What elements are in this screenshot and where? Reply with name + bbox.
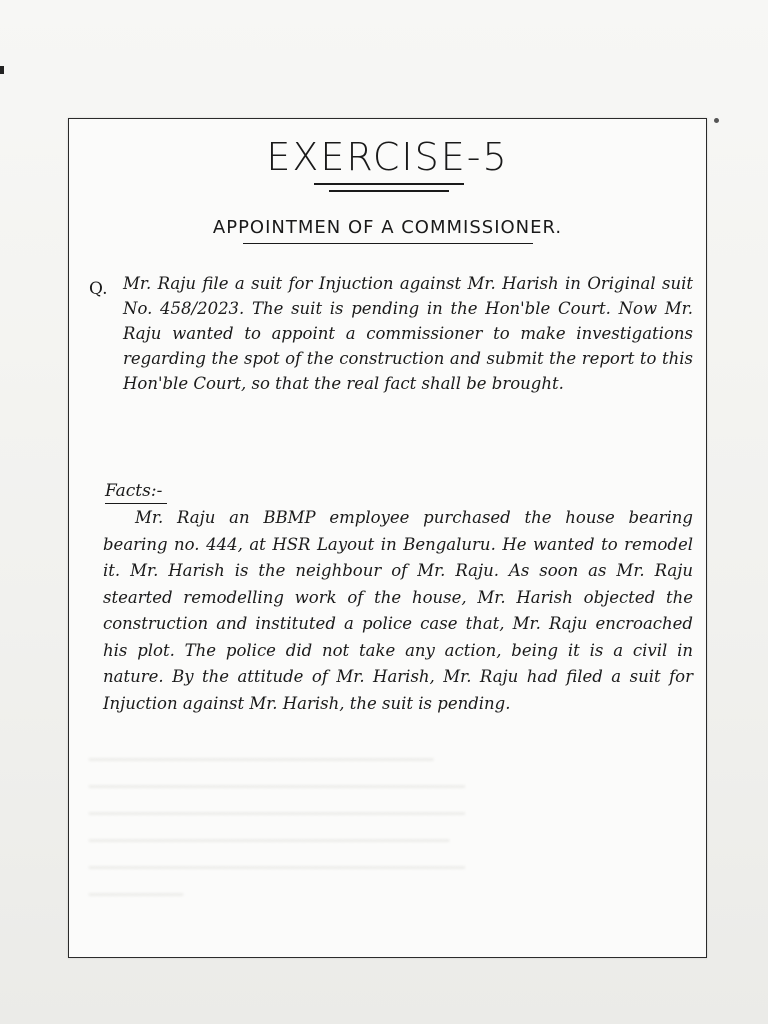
page-subtitle: APPOINTMEN OF A COMMISSIONER. <box>212 217 563 238</box>
title-underline <box>314 183 464 185</box>
facts-underline <box>105 503 167 504</box>
edge-mark <box>0 66 4 74</box>
title-underline-second <box>329 190 449 192</box>
notebook-page <box>68 118 707 958</box>
facts-heading: Facts:- <box>105 481 163 501</box>
question-text: Mr. Raju file a suit for Injuction against Mr. Harish in Original suit No. 458/2023. The suit is pending in the Hon'ble Court. Now Mr. Raju wanted to appoint a commissioner to make investigations regarding the spot of the construction and submit the report to this Hon'ble Court, so that the real fact shall be brought. <box>123 274 693 393</box>
facts-paragraph: Mr. Raju an BBMP employee purchased the house bearing bearing no. 444, at HSR Layout in Bengaluru. He wanted to remodel it. Mr. Harish is the neighbour of Mr. Raju. As soon as Mr. Raju stearted remodelling work of the house, Mr. Harish objected the construction and instituted a police case that, Mr. Raju encroached his plot. The police did not take any action, being it is a civil in nature. By the attitude of Mr. Harish, Mr. Raju had filed a suit for Injuction against Mr. Harish, the suit is pending. <box>103 508 693 713</box>
question-label: Q. <box>89 279 108 299</box>
subtitle-underline <box>243 243 533 244</box>
page-title: EXERCISE-5 <box>266 135 509 179</box>
bleed-through-shadow: ━━━━━━━━━━━━━━━━━━━━━━━━━━━━━━━━━━━━━━━━━━━━ ━━━━━━━━━━━━━━━━━━━━━━━━━━━━━━━━━━━━━━━━━━━━━━━━ ━━━━━━━━━━━━━━━━━━━━━━━━━━━━━━━━━━━━━━━━━━━━━━━━ ━━━━━━━━━━━━━━━━━━━━━━━━━━━━━━━━━━━━━━━━━━━━━━ ━━━━━━━━━━━━━━━━━━━━━━━━━━━━━━━━━━━━━━━━━━━━━━━━ ━━━━━━━━━━━━ <box>89 753 465 903</box>
corner-dot <box>714 118 719 123</box>
